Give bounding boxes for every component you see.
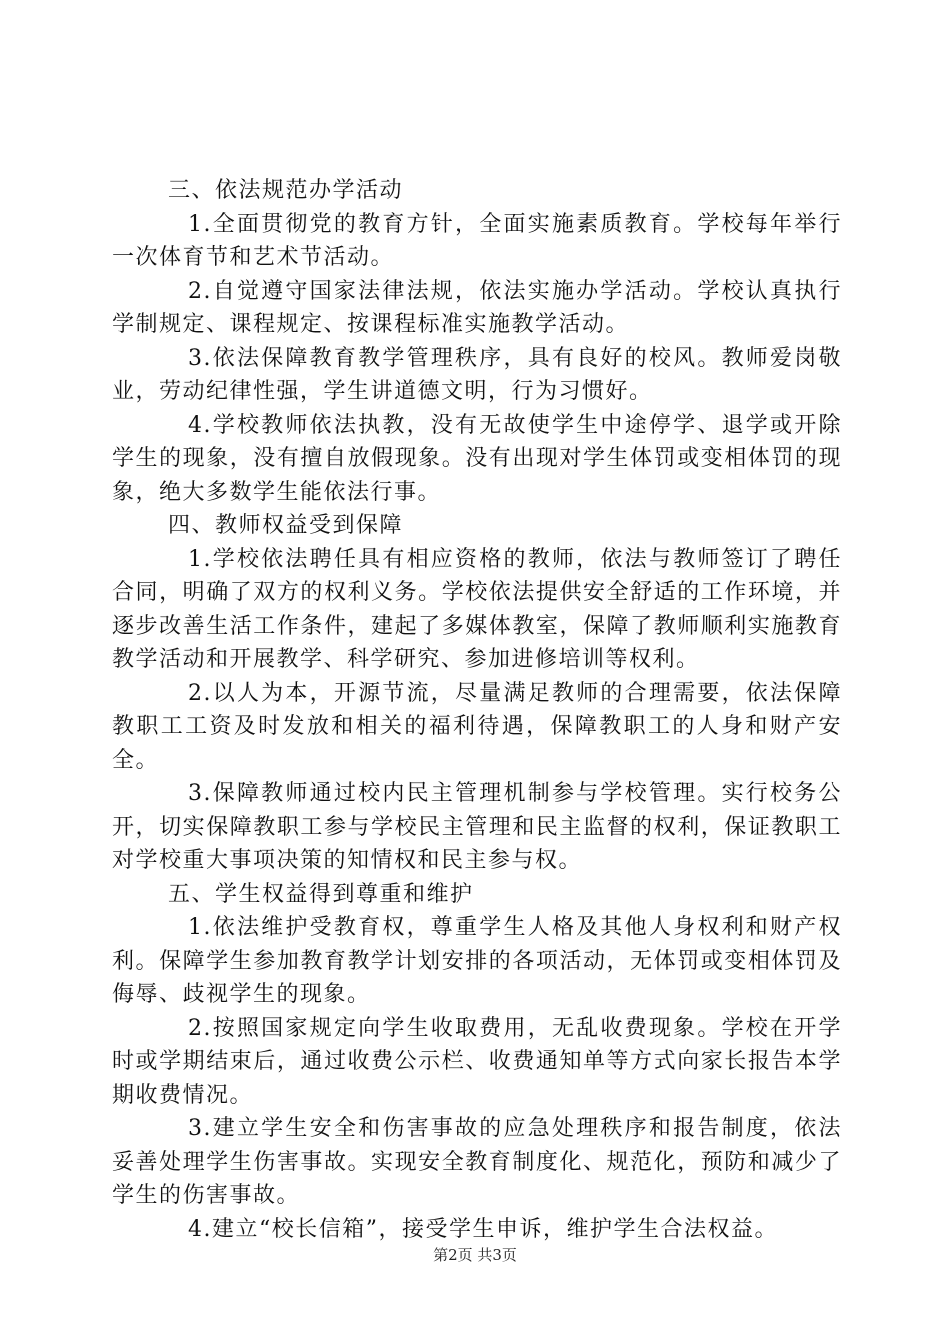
section-heading: 三、依法规范办学活动 — [168, 178, 404, 203]
paragraph: 1.学校依法聘任具有相应资格的教师，依法与教师签订了聘任合同，明确了双方的权利义务。学校依法提供安全舒适的工作环境，并逐步改善生活工作条件，建起了多媒体教室，保障了教师顺利实施教育教学活动和开展教学、科学研究、参加进修培训等权利。 — [112, 546, 842, 672]
section-heading: 五、学生权益得到尊重和维护 — [168, 881, 474, 907]
page-number-footer: 第2页 共3页 — [433, 1246, 517, 1264]
paragraph: 2.自觉遵守国家法律法规，依法实施办学活动。学校认真执行学制规定、课程规定、按课程标准实施教学活动。 — [112, 278, 842, 337]
paragraph: 1.依法维护受教育权，尊重学生人格及其他人身权利和财产权利。保障学生参加教育教学计划安排的各项活动，无体罚或变相体罚及侮辱、歧视学生的现象。 — [112, 915, 842, 1007]
paragraph: 3.保障教师通过校内民主管理机制参与学校管理。实行校务公开，切实保障教职工参与学校民主管理和民主监督的权利，保证教职工对学校重大事项决策的知情权和民主参与权。 — [112, 781, 842, 873]
paragraph: 1.全面贯彻党的教育方针，全面实施素质教育。学校每年举行一次体育节和艺术节活动。 — [112, 211, 842, 270]
document-body — [112, 174, 842, 1246]
paragraph: 4.学校教师依法执教，没有无故使学生中途停学、退学或开除学生的现象，没有擅自放假现象。没有出现对学生体罚或变相体罚的现象，绝大多数学生能依法行事。 — [112, 412, 842, 505]
paragraph: 3.依法保障教育教学管理秩序，具有良好的校风。教师爱岗敬业，劳动纪律性强，学生讲道德文明，行为习惯好。 — [112, 345, 842, 404]
paragraph: 2.按照国家规定向学生收取费用，无乱收费现象。学校在开学时或学期结束后，通过收费公示栏、收费通知单等方式向家长报告本学期收费情况。 — [112, 1015, 842, 1108]
section-heading: 四、教师权益受到保障 — [168, 513, 404, 538]
paragraph: 4.建立“校长信箱”，接受学生申诉，维护学生合法权益。 — [188, 1216, 778, 1242]
paragraph: 2.以人为本，开源节流，尽量满足教师的合理需要，依法保障教职工工资及时发放和相关的福利待遇，保障教职工的人身和财产安全。 — [112, 680, 842, 773]
paragraph: 3.建立学生安全和伤害事故的应急处理秩序和报告制度，依法妥善处理学生伤害事故。实现安全教育制度化、规范化，预防和减少了学生的伤害事故。 — [112, 1116, 842, 1208]
